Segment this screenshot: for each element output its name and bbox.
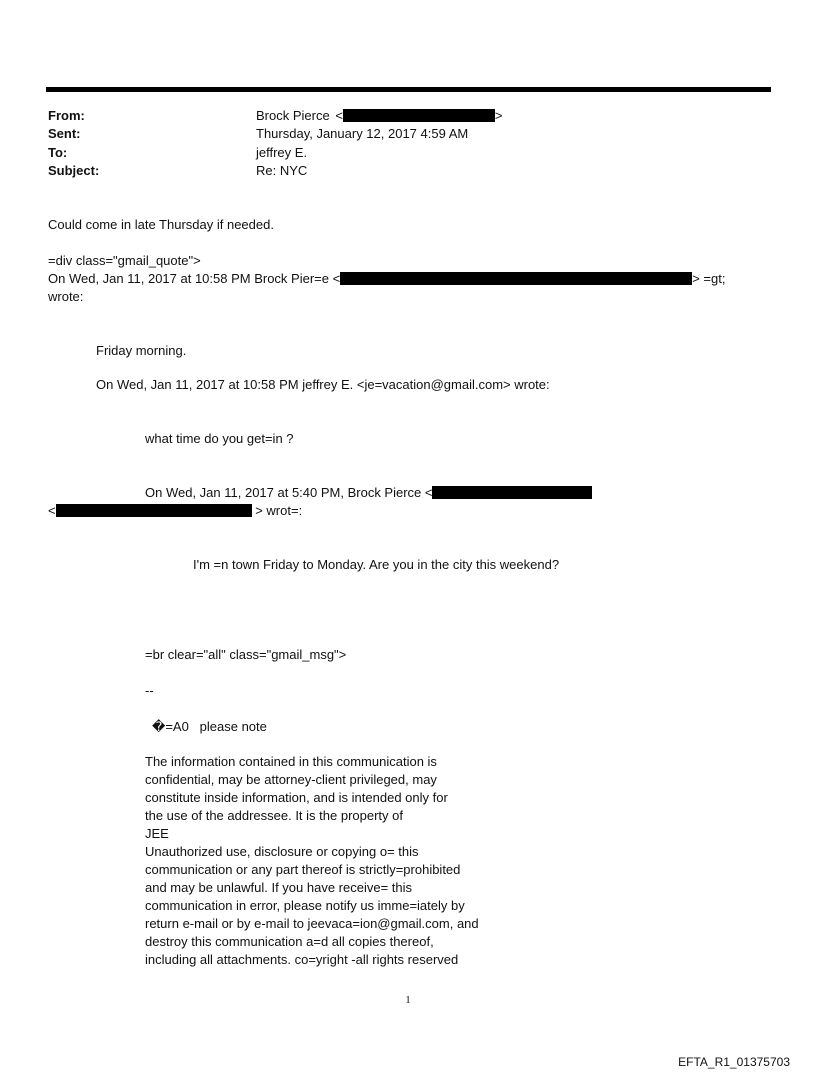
to-value: jeffrey E. [256,145,308,160]
disclaimer-line: communication or any part thereof is strictly=prohibited [145,862,461,877]
quote3-header [145,484,592,502]
disclaimer-line: the use of the addressee. It is the property of [145,808,403,823]
please-note: �=A0 please note [152,719,267,734]
sender-name: Brock Pierce [256,108,330,123]
signature-dash: -- [145,683,154,698]
document-id: EFTA_R1_01375703 [678,1055,790,1069]
redaction-bar [340,272,692,285]
disclaimer-line: return e-mail or by e-mail to jeevaca=ion@gmail.com, and [145,916,479,931]
quote1-header-end: > =gt; [692,271,726,286]
sent-label: Sent: [48,126,81,141]
message-line: Could come in late Thursday if needed. [48,217,274,232]
from-value [256,107,503,125]
quote1-header-start: On Wed, Jan 11, 2017 at 10:58 PM Brock Pier=e < [48,271,341,286]
disclaimer-line: destroy this communication a=d all copies thereof, [145,934,434,949]
redaction-bar [343,109,495,122]
to-label: To: [48,145,68,160]
quote3-wrote-line [48,502,302,520]
disclaimer [145,753,505,969]
disclaimer-line: including all attachments. co=yright -all rights reserved [145,952,459,967]
redaction-quote3-email: < [48,503,252,518]
reply1-text: Friday morning. [96,343,187,358]
disclaimer-line: JEE [145,826,169,841]
subject-value: Re: NYC [256,163,308,178]
disclaimer-line: The information contained in this communication is [145,754,437,769]
reply3-text: I'm =n town Friday to Monday. Are you in the city this weekend? [193,557,560,572]
disclaimer-line: and may be unlawful. If you have receive= this [145,880,413,895]
quote1-wrote: wrote: [48,289,84,304]
disclaimer-line: confidential, may be attorney-client privileged, may [145,772,437,787]
quote2-header: On Wed, Jan 11, 2017 at 10:58 PM jeffrey E. <je=vacation@gmail.com> wrote: [96,377,550,392]
from-label: From: [48,108,85,123]
quote3-wrote: > wrot=: [255,503,303,518]
quote1-header [48,270,725,288]
br-line: =br clear="all" class="gmail_msg"> [145,647,347,662]
disclaimer-line: communication in error, please notify us imme=iately by [145,898,465,913]
header-rule [46,87,771,92]
quote-div-line: =div class="gmail_quote"> [48,253,201,268]
redaction-bar [432,486,592,499]
page-number: 1 [405,994,411,1006]
redaction-bar [56,504,252,517]
quote3-header-start: On Wed, Jan 11, 2017 at 5:40 PM, Brock Pierce < [145,485,433,500]
disclaimer-line: Unauthorized use, disclosure or copying o= this [145,844,419,859]
reply2-text: what time do you get=in ? [145,431,294,446]
disclaimer-line: constitute inside information, and is intended only for [145,790,448,805]
subject-label: Subject: [48,163,100,178]
sent-value: Thursday, January 12, 2017 4:59 AM [256,126,469,141]
redaction-from-email: < > [335,108,503,123]
